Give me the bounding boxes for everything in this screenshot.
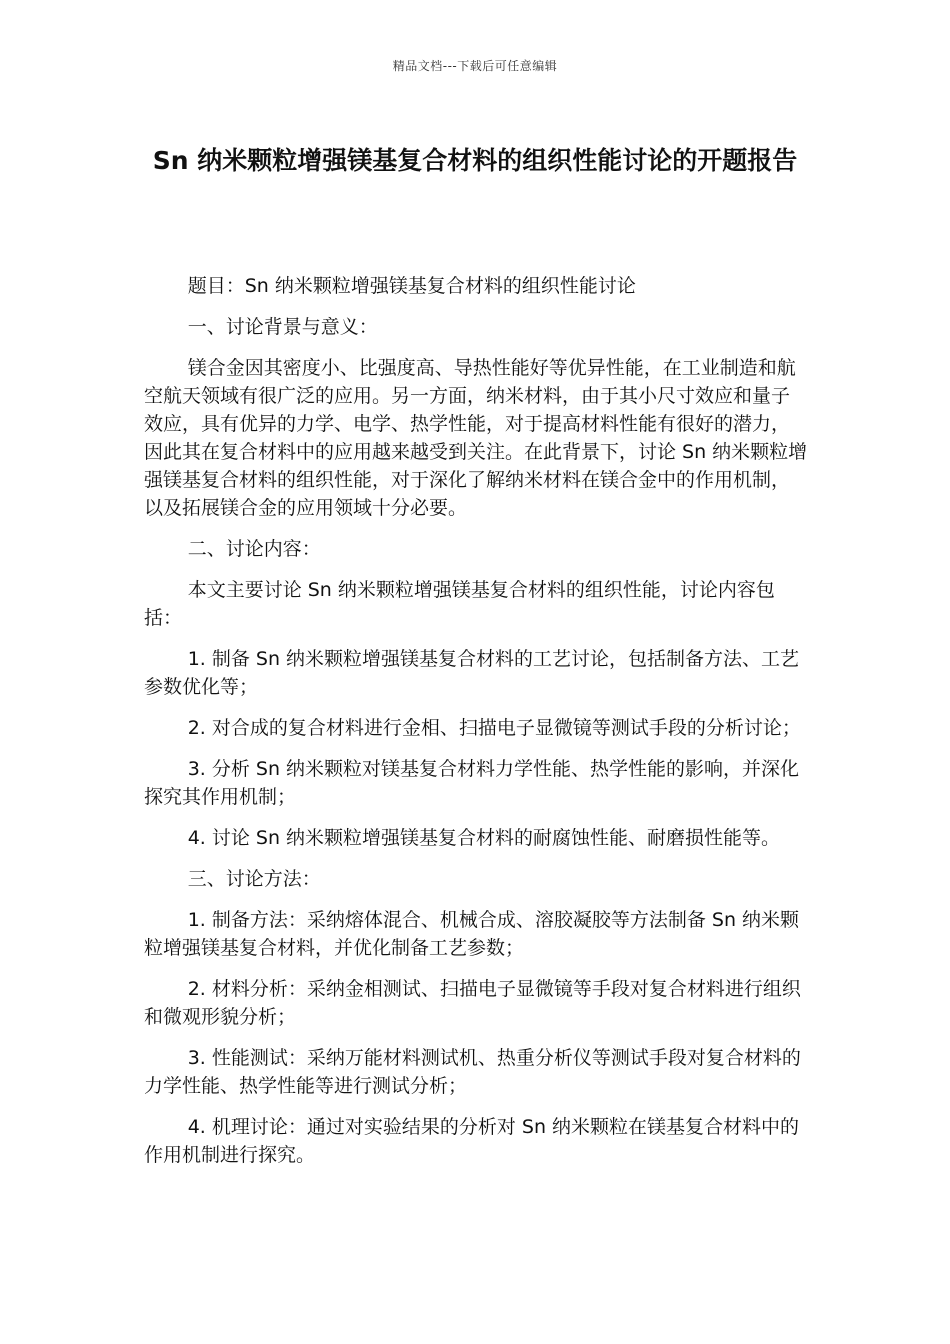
content-item-4: 4. 讨论 Sn 纳米颗粒增强镁基复合材料的耐腐蚀性能、耐磨损性能等。 <box>187 827 781 849</box>
content-item-3: 3. 分析 Sn 纳米颗粒对镁基复合材料力学性能、热学性能的影响，并深化探究其作用机制； <box>144 758 800 808</box>
header-note: 精品文档---下载后可任意编辑 <box>392 59 558 73</box>
content-item-1: 1. 制备 Sn 纳米颗粒增强镁基复合材料的工艺讨论，包括制备方法、工艺参数优化等； <box>144 648 800 698</box>
background-paragraph: 镁合金因其密度小、比强度高、导热性能好等优异性能，在工业制造和航空航天领域有很广泛的应用。另一方面，纳米材料，由于其小尺寸效应和量子效应，具有优异的力学、电学、热学性能，对于提高材料性能有很好的潜力，因此其在复合材料中的应用越来越受到关注。在此背景下，讨论 Sn 纳米颗粒增强镁基复合材料的组织性能，对于深化了解纳米材料在镁合金中的作用机制，以及拓展镁合金的应用领域十分必要。 <box>144 357 808 519</box>
content-item-2: 2. 对合成的复合材料进行金相、扫描电子显微镜等测试手段的分析讨论； <box>187 717 801 739</box>
document-title: Sn 纳米颗粒增强镁基复合材料的组织性能讨论的开题报告 <box>152 146 798 175</box>
method-item-1: 1. 制备方法：采纳熔体混合、机械合成、溶胶凝胶等方法制备 Sn 纳米颗粒增强镁基复合材料，并优化制备工艺参数； <box>144 909 800 959</box>
document-body <box>144 272 808 1182</box>
section-heading-methods: 三、讨论方法： <box>187 868 321 890</box>
method-item-3: 3. 性能测试：采纳万能材料测试机、热重分析仪等测试手段对复合材料的力学性能、热学性能等进行测试分析； <box>144 1047 801 1097</box>
method-item-2: 2. 材料分析：采纳金相测试、扫描电子显微镜等手段对复合材料进行组织和微观形貌分析； <box>144 978 801 1028</box>
section-heading-content: 二、讨论内容： <box>187 538 321 560</box>
content-intro-paragraph: 本文主要讨论 Sn 纳米颗粒增强镁基复合材料的组织性能，讨论内容包括： <box>144 579 775 629</box>
topic-line: 题目：Sn 纳米颗粒增强镁基复合材料的组织性能讨论 <box>187 275 636 297</box>
method-item-4: 4. 机理讨论：通过对实验结果的分析对 Sn 纳米颗粒在镁基复合材料中的作用机制进行探究。 <box>144 1116 800 1166</box>
section-heading-background: 一、讨论背景与意义： <box>187 316 378 338</box>
